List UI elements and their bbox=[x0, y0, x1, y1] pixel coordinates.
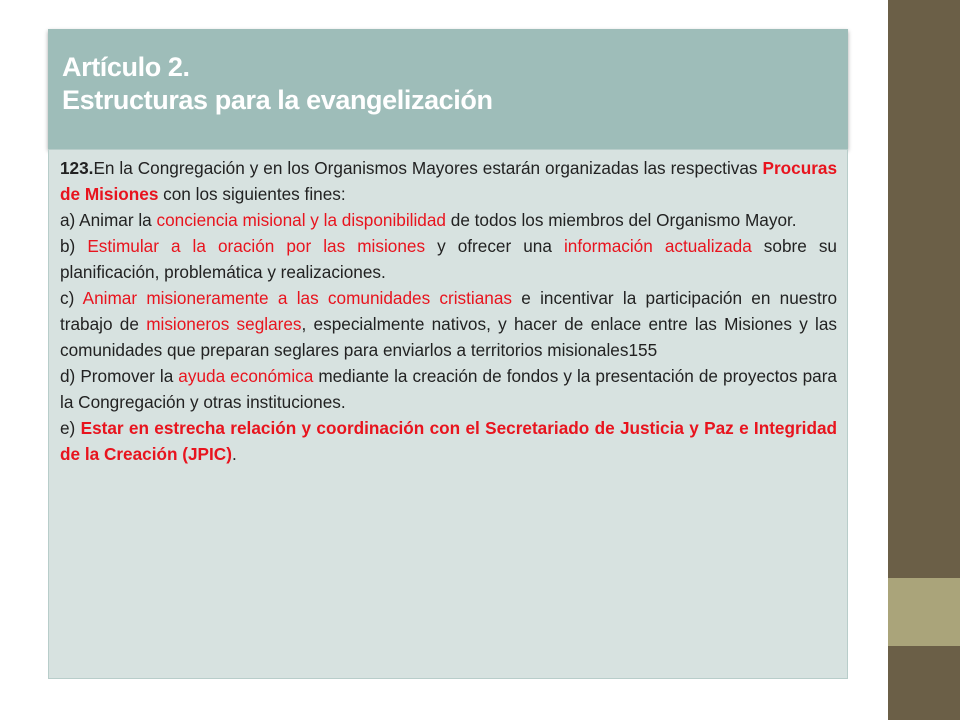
paragraph-d bbox=[60, 363, 837, 415]
side-decor-accent bbox=[888, 578, 960, 646]
slide-title-line-2: Estructuras para la evangelización bbox=[62, 85, 493, 115]
article-body bbox=[48, 149, 848, 679]
item-e-text-2: . bbox=[231, 444, 237, 464]
paragraph-c bbox=[60, 285, 837, 363]
slide-title-line-1: Artículo 2. bbox=[62, 52, 190, 82]
intro-text-1: En la Congregación y en los Organismos Mayores estarán organizadas las respectivas bbox=[93, 158, 763, 178]
item-e-highlight: Estar en estrecha relación y coordinación con el Secretariado de Justicia y Paz e Integridad de la Creación (JPIC) bbox=[60, 418, 838, 464]
item-b-text-1: b) bbox=[60, 236, 88, 256]
article-number: 123. bbox=[60, 158, 94, 178]
item-b-text-3: sobre su planificación, problemática y realizaciones. bbox=[60, 236, 837, 282]
intro-text-2: con los siguientes fines: bbox=[158, 184, 346, 204]
paragraph-a bbox=[60, 207, 837, 233]
paragraph-intro bbox=[60, 155, 837, 207]
intro-highlight: Procuras de Misiones bbox=[60, 158, 837, 204]
item-c-highlight-2: misioneros seglares bbox=[146, 314, 302, 334]
item-d-highlight: ayuda económica bbox=[178, 366, 314, 386]
paragraph-e bbox=[60, 415, 837, 467]
paragraph-b bbox=[60, 233, 837, 285]
item-d-text-1: d) Promover la bbox=[60, 366, 179, 386]
item-b-highlight-1: Estimular a la oración por las misiones bbox=[87, 236, 426, 256]
item-c-highlight-1: Animar misioneramente a las comunidades cristianas bbox=[82, 288, 513, 308]
item-c-text-2: e incentivar la participación en nuestro trabajo de bbox=[60, 288, 838, 334]
item-a-text-1: a) Animar la bbox=[60, 210, 157, 230]
item-d-text-2: mediante la creación de fondos y la presentación de proyectos para la Congregación y otras instituciones. bbox=[60, 366, 837, 412]
item-b-text-2: y ofrecer una bbox=[425, 236, 564, 256]
item-b-highlight-2: información actualizada bbox=[563, 236, 752, 256]
slide-title-box bbox=[48, 29, 848, 149]
item-a-text-2: de todos los miembros del Organismo Mayor. bbox=[445, 210, 797, 230]
item-e-text-1: e) bbox=[60, 418, 81, 438]
item-a-highlight: conciencia misional y la disponibilidad bbox=[156, 210, 446, 230]
item-c-text-3: , especialmente nativos, y hacer de enlace entre las Misiones y las comunidades que preparan seglares para enviarlos a territorios misionales155 bbox=[60, 314, 838, 360]
item-c-text-1: c) bbox=[60, 288, 83, 308]
